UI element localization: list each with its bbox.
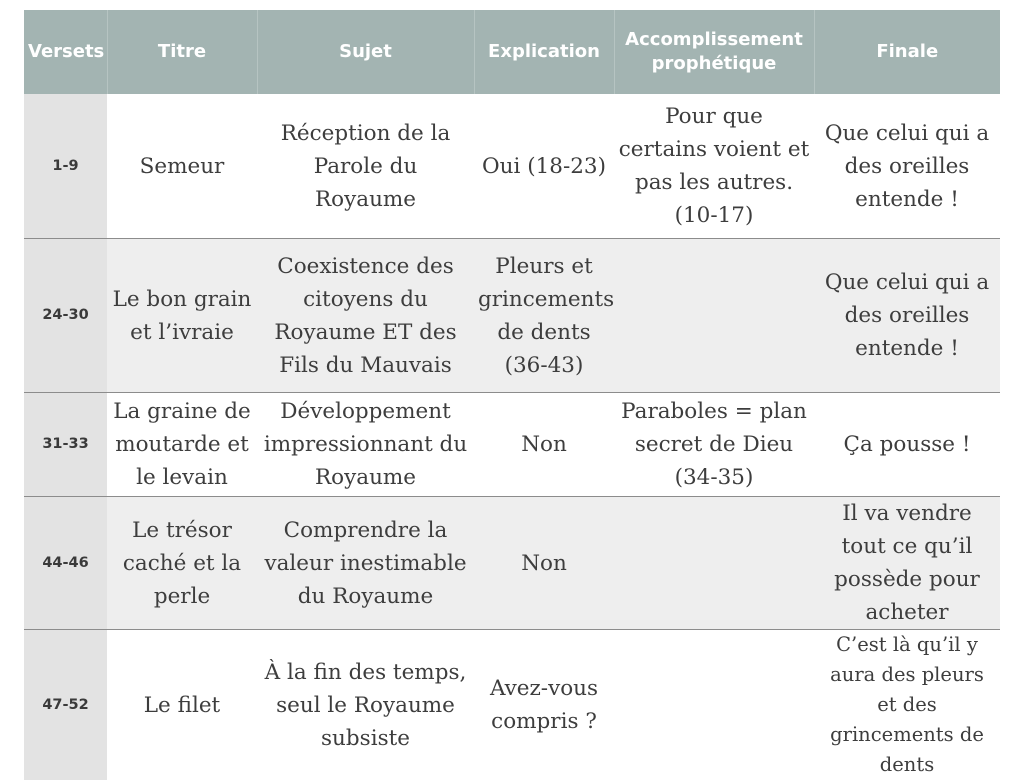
cell-accomplissement [614,497,814,630]
header-explication: Explication [474,10,614,94]
parables-table [24,10,1000,780]
cell-sujet: À la fin des temps, seul le Royaume subsiste [257,630,474,780]
cell-finale: C’est là qu’il y aura des pleurs et des grincements de dents [814,630,1000,780]
cell-accomplissement [614,239,814,393]
cell-accomplissement: Pour que certains voient et pas les autres. (10-17) [614,94,814,239]
cell-explication: Pleurs et grincements de dents (36-43) [474,239,614,393]
cell-finale: Ça pousse ! [814,393,1000,497]
cell-versets: 44-46 [24,497,107,630]
parables-table-container [24,10,1000,780]
cell-explication: Non [474,497,614,630]
cell-sujet: Coexistence des citoyens du Royaume ET des Fils du Mauvais [257,239,474,393]
cell-versets: 1-9 [24,94,107,239]
cell-sujet: Développement impressionnant du Royaume [257,393,474,497]
cell-accomplissement: Paraboles = plan secret de Dieu (34-35) [614,393,814,497]
header-titre: Titre [107,10,257,94]
table-row [24,393,1000,497]
cell-finale: Il va vendre tout ce qu’il possède pour acheter [814,497,1000,630]
cell-explication: Non [474,393,614,497]
table-row [24,497,1000,630]
cell-versets: 31-33 [24,393,107,497]
header-row [24,10,1000,94]
cell-versets: 24-30 [24,239,107,393]
cell-accomplissement [614,630,814,780]
table-row [24,630,1000,780]
cell-titre: Semeur [107,94,257,239]
header-accomplissement: Accomplissement prophétique [614,10,814,94]
cell-titre: Le bon grain et l’ivraie [107,239,257,393]
cell-finale: Que celui qui a des oreilles entende ! [814,239,1000,393]
cell-titre: La graine de moutarde et le levain [107,393,257,497]
cell-titre: Le trésor caché et la perle [107,497,257,630]
header-versets: Versets [24,10,107,94]
cell-explication: Oui (18-23) [474,94,614,239]
cell-sujet: Réception de la Parole du Royaume [257,94,474,239]
cell-titre: Le filet [107,630,257,780]
table-row [24,239,1000,393]
cell-finale: Que celui qui a des oreilles entende ! [814,94,1000,239]
cell-versets: 47-52 [24,630,107,780]
cell-sujet: Comprendre la valeur inestimable du Royaume [257,497,474,630]
header-sujet: Sujet [257,10,474,94]
cell-explication: Avez-vous compris ? [474,630,614,780]
table-row [24,94,1000,239]
header-finale: Finale [814,10,1000,94]
